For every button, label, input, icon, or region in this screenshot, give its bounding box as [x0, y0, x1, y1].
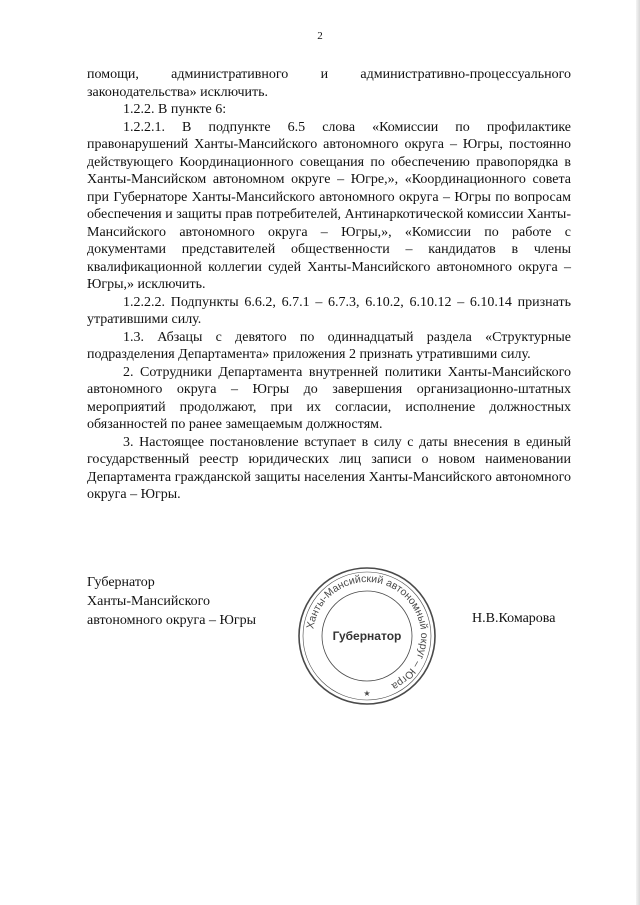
document-body [87, 66, 571, 504]
paragraph-2: 2. Сотрудники Департамента внутренней политики Ханты-Мансийского автономного округа – Югры до завершения организационно-штатных мероприятий продолжают, при их согласии, исполнение должностных обязанностей по ранее замещаемым должностям. [87, 364, 571, 432]
page-edge [636, 0, 640, 905]
paragraph-1-2-2: 1.2.2. В пункте 6: [123, 102, 227, 117]
official-seal [296, 565, 438, 707]
signatory-title-line: Ханты-Мансийского [87, 594, 211, 609]
paragraph-1-2-2-2: 1.2.2.2. Подпункты 6.6.2, 6.7.1 – 6.7.3, 6.10.2, 6.10.12 – 6.10.14 признать утратившими силу. [87, 294, 571, 327]
paragraph-continuation: помощи, административного и административно-процессуального законодательства» исключить. [87, 67, 571, 100]
seal-ring-text: Ханты-Мансийский автономный округ – Югра [304, 572, 431, 693]
page-number: 2 [317, 30, 323, 42]
signatory-title-line: автономного округа – Югры [87, 613, 256, 628]
paragraph-3: 3. Настоящее постановление вступает в силу с даты внесения в единый государственный реестр юридических лиц записи о новом наименовании Департамента гражданской защиты населения Ханты-Мансийского автономного округа – Югры. [87, 434, 571, 502]
paragraph-1-3: 1.3. Абзацы с девятого по одиннадцатый раздела «Структурные подразделения Департамента» приложения 2 признать утратившими силу. [87, 329, 571, 362]
seal-center-text: Губернатор [332, 629, 402, 643]
seal-graphic [296, 565, 438, 707]
paragraph-1-2-2-1: 1.2.2.1. В подпункте 6.5 слова «Комиссии по профилактике правонарушений Ханты-Мансийского автономного округа – Югры, постоянно действующего Координационного совещания по обеспечению правопорядка в Ханты-Мансийском автономном округе – Югре,», «Координационного совета при Губернаторе Ханты-Мансийского автономного округа – Югры по вопросам обеспечения и защиты прав потребителей, Антинаркотической комиссии Ханты-Мансийского автономного округа – Югры,», «Комиссии по работе с документами представителей общественности – кандидатов в члены квалификационной коллегии судей Ханты-Мансийского автономного округа – Югры,» исключить. [87, 119, 571, 292]
signatory-name: Н.В.Комарова [472, 611, 556, 626]
seal-star-icon: ★ [363, 689, 371, 698]
signatory-title-line: Губернатор [87, 575, 155, 590]
signatory-title [87, 573, 256, 630]
